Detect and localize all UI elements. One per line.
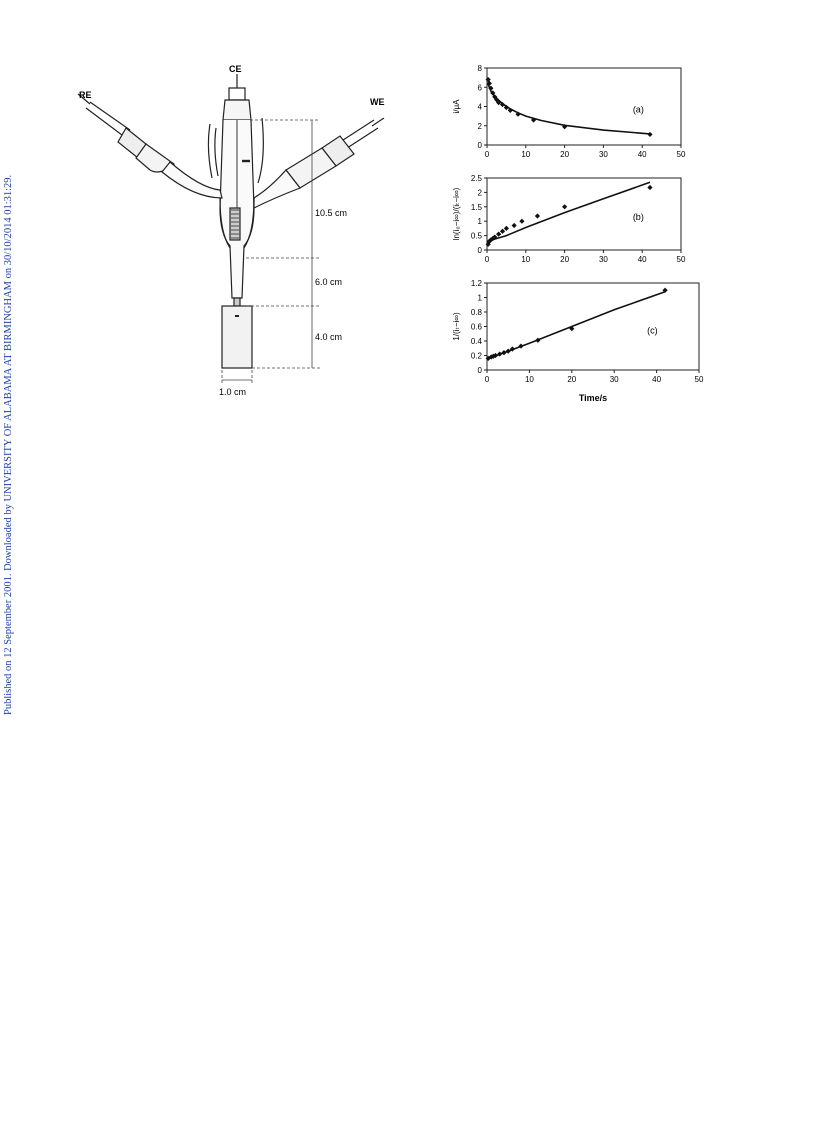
ce-cap xyxy=(229,88,245,100)
we-wire xyxy=(372,118,384,126)
plot-b-xtick-label: 0 xyxy=(484,255,490,264)
plot-c-xtick-label: 10 xyxy=(524,375,534,384)
plot-a-xtick-label: 20 xyxy=(560,150,570,159)
plot-c-data-point xyxy=(501,350,506,355)
plot-b-ytick-label: 2 xyxy=(477,188,482,198)
re-arm-tube xyxy=(162,162,222,198)
plot-b-data-point xyxy=(562,204,567,209)
plot-c-data-point xyxy=(497,351,502,356)
plot-a-xtick-label: 0 xyxy=(484,150,490,159)
plot-a-data-point xyxy=(487,81,492,86)
plot-c-xtick-label: 0 xyxy=(484,375,490,384)
we-label: WE xyxy=(370,97,385,107)
plot-b-fit-line xyxy=(487,182,650,241)
plot-b-xtick-label: 30 xyxy=(598,255,608,264)
plot-a-xtick-label: 10 xyxy=(521,150,531,159)
plot-b-xtick-label: 10 xyxy=(521,255,531,264)
plot-c-data-point xyxy=(506,349,511,354)
cell-diagram xyxy=(70,58,400,403)
plot-b-data-point xyxy=(512,223,517,228)
plot-a-ytick-label: 6 xyxy=(477,83,482,93)
plot-b-xtick-label: 20 xyxy=(560,255,570,264)
plot-b-data-point xyxy=(647,185,652,190)
plot-c-ytick-label: 0.2 xyxy=(470,351,482,361)
plot-c-ytick-label: 0.8 xyxy=(470,308,482,317)
plot-a-ytick-label: 4 xyxy=(477,102,482,112)
plots-xlabel: Time/s xyxy=(578,393,608,403)
plot-a-xtick-label: 40 xyxy=(637,150,647,159)
plot-b-xtick-label: 50 xyxy=(676,255,686,264)
plot-a-xtick-label: 50 xyxy=(676,150,686,159)
plot-c-ytick-label: 0.4 xyxy=(470,337,482,346)
plot-a-fit-line xyxy=(488,83,650,133)
plot-c-xtick-label: 20 xyxy=(567,375,577,384)
plot-b-ytick-label: 0 xyxy=(477,246,482,255)
plot-c-ytick-label: 1 xyxy=(477,293,482,303)
kinetic-plots xyxy=(450,58,720,408)
plot-b-tag: (b) xyxy=(632,211,644,222)
plot-a-tag: (a) xyxy=(632,104,644,115)
download-note-text: Published on 12 September 2001. Downloaded by UNIVERSITY OF ALABAMA AT BIRMINGHAM on 30/10/2014 01:31:29. xyxy=(3,174,14,715)
plot-a-xtick-label: 30 xyxy=(598,150,608,159)
plot-b-data-point xyxy=(519,219,524,224)
plot-a-ytick-label: 8 xyxy=(477,64,482,73)
right-hook-tube xyxy=(258,118,263,183)
plot-c-xtick-label: 40 xyxy=(652,375,662,384)
plot-b-frame xyxy=(487,178,681,250)
dim-10-5: 10.5 cm xyxy=(315,208,348,218)
re-label: RE xyxy=(79,90,92,100)
dim-4-0: 4.0 cm xyxy=(315,332,343,342)
ce-coil xyxy=(230,208,240,240)
plot-a-data-point xyxy=(647,132,652,137)
plot-a-ytick-label: 2 xyxy=(477,121,482,131)
cell-diagram-svg xyxy=(70,58,400,403)
ce-label: CE xyxy=(229,64,242,74)
plot-b-xtick-label: 40 xyxy=(637,255,647,264)
plot-c-frame xyxy=(487,283,699,370)
plot-b-data-point xyxy=(500,229,505,234)
plot-b-data-point xyxy=(496,232,501,237)
plot-b-ytick-label: 1.5 xyxy=(470,202,482,212)
plot-c-tag: (c) xyxy=(647,325,658,336)
ce-cap-collar xyxy=(223,100,251,120)
plot-c-ytick-label: 1.2 xyxy=(470,279,482,288)
plot-a-ylabel: i/μA xyxy=(452,99,461,114)
plot-b-data-point xyxy=(504,226,509,231)
plot-c-xtick-label: 30 xyxy=(609,375,619,384)
plot-c-ytick-label: 0 xyxy=(477,366,482,375)
dim-6-0: 6.0 cm xyxy=(315,277,343,287)
plot-b-ylabel: ln(i₀−i∞)/(iₜ−i∞) xyxy=(452,187,461,241)
kinetic-plots-svg xyxy=(450,58,720,408)
cuvette-neck xyxy=(234,298,240,306)
plot-a-data-point xyxy=(486,77,491,82)
plot-a-ytick-label: 0 xyxy=(477,141,482,150)
left-hook-tube xyxy=(208,124,212,178)
plot-b-data-point xyxy=(535,213,540,218)
plot-a-frame xyxy=(487,68,681,145)
plot-b-ytick-label: 2.5 xyxy=(470,174,482,183)
plot-c-ylabel: 1/(iₜ−i∞) xyxy=(452,312,461,341)
plot-c-xtick-label: 50 xyxy=(694,375,704,384)
plot-b-ytick-label: 0.5 xyxy=(470,231,482,241)
plot-b-ytick-label: 1 xyxy=(477,217,482,227)
plot-c-ytick-label: 0.6 xyxy=(470,322,482,332)
dim-1-0: 1.0 cm xyxy=(219,387,247,397)
